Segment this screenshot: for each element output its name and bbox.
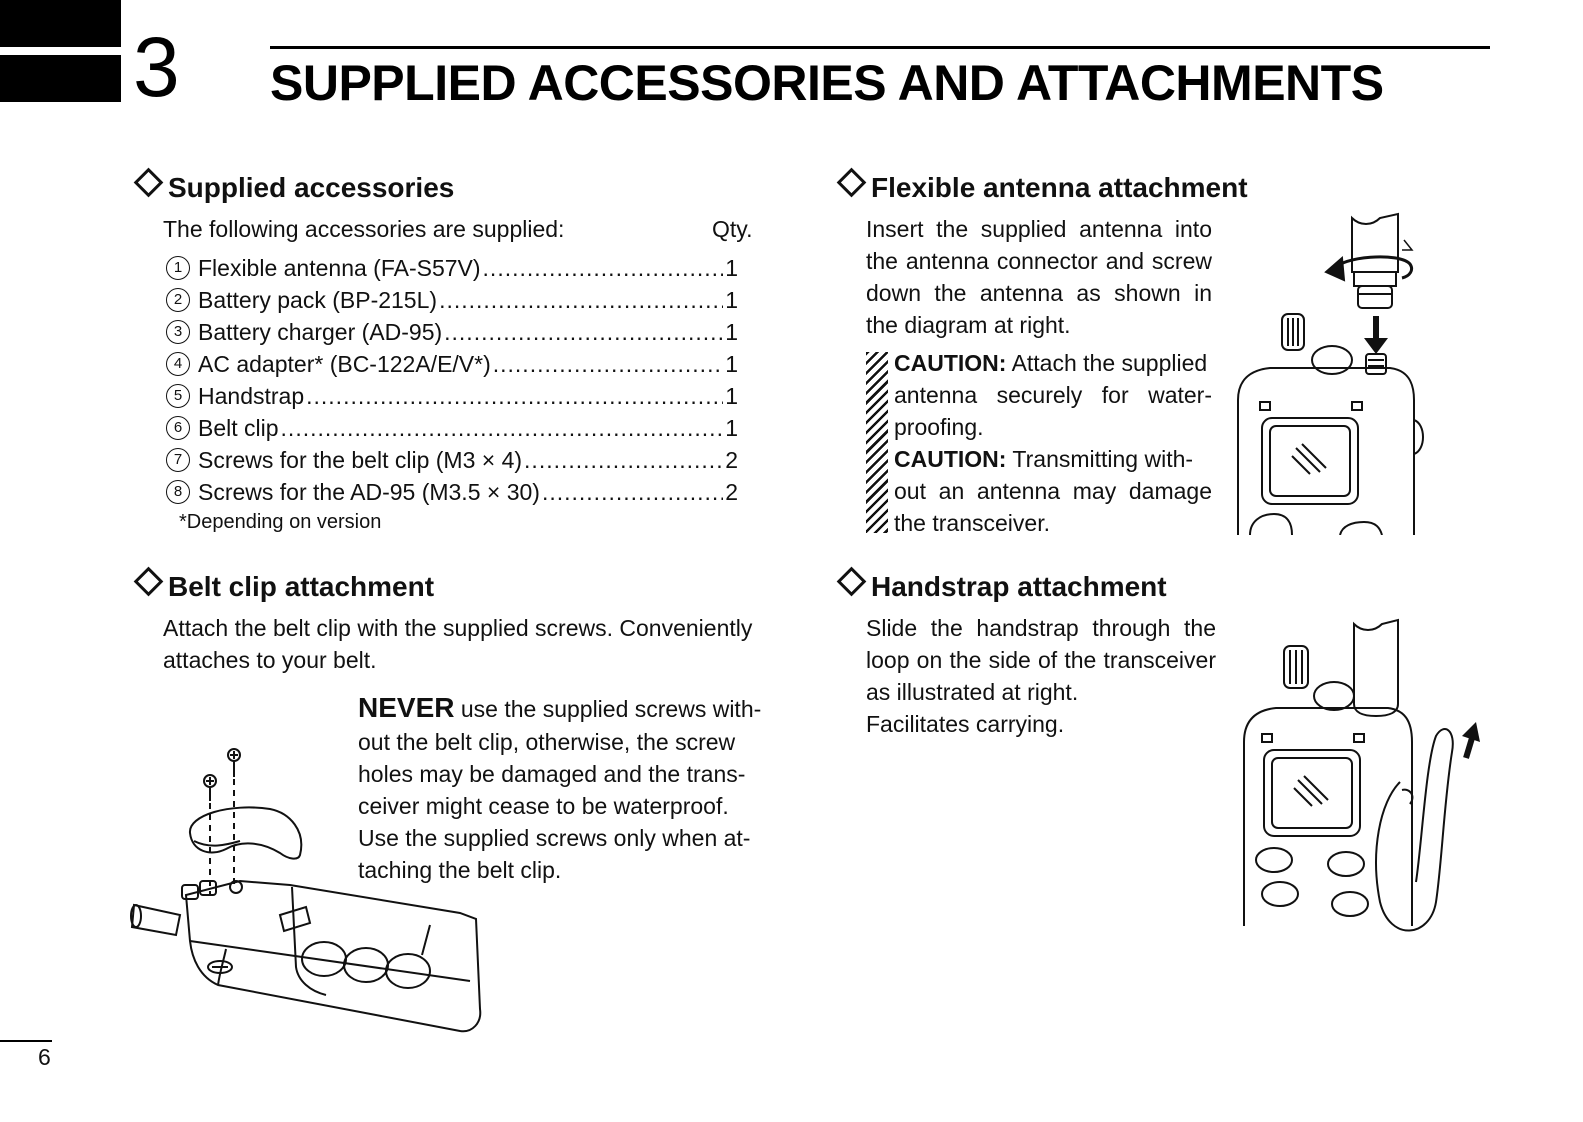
caution-label: CAUTION: — [894, 446, 1007, 472]
item-label: Flexible antenna (FA-S57V) — [198, 254, 481, 281]
leader-dots — [444, 319, 723, 346]
handstrap-heading — [836, 570, 1167, 604]
screw-icon — [228, 749, 240, 777]
warning-line: holes may be damaged and the trans- — [358, 761, 746, 787]
diamond-icon — [837, 567, 867, 597]
warning-text: use the supplied screws with- — [460, 696, 762, 722]
warning-first-line — [358, 692, 768, 726]
caution-text: antenna securely for water-proofing. — [894, 382, 1212, 440]
leader-dots — [439, 287, 723, 314]
leader-dots — [306, 383, 723, 410]
chapter-title: SUPPLIED ACCESSORIES AND ATTACHMENTS — [270, 55, 1384, 111]
item-number: 3 — [166, 320, 190, 344]
warning-line: taching the belt clip. — [358, 857, 562, 883]
list-item — [166, 412, 738, 444]
item-number: 4 — [166, 352, 190, 376]
never-word: NEVER — [358, 692, 455, 723]
heading-text: Belt clip attachment — [168, 571, 435, 602]
belt-clip-text: Attach the belt clip with the supplied screws. Conveniently attaches to your belt. — [163, 615, 753, 673]
page-number: 6 — [38, 1044, 51, 1070]
list-item — [166, 380, 738, 412]
caution-line — [894, 443, 1212, 475]
item-qty: 1 — [725, 350, 738, 377]
caution-text: Attach the supplied — [1011, 350, 1208, 376]
supplied-accessories-heading — [133, 171, 454, 205]
heading-text: Handstrap attachment — [871, 571, 1167, 602]
list-item — [166, 348, 738, 380]
belt-clip-heading — [133, 570, 434, 604]
belt-clip-illustration — [130, 745, 490, 1040]
list-item — [166, 316, 738, 348]
chapter-tab-top — [0, 0, 121, 47]
item-label: Handstrap — [198, 382, 305, 409]
heading-text: Supplied accessories — [168, 172, 455, 203]
item-label: Battery pack (BP-215L) — [198, 286, 438, 313]
list-item — [166, 444, 738, 476]
item-number: 5 — [166, 384, 190, 408]
diamond-icon — [134, 168, 164, 198]
footer-rule — [0, 1040, 52, 1042]
flexible-antenna-heading — [836, 171, 1248, 205]
handstrap-text: Slide the handstrap through the loop on the side of the transceiver as illustrated at right. — [866, 615, 1216, 705]
diamond-icon — [134, 567, 164, 597]
warning-line: out the belt clip, otherwise, the screw — [358, 729, 736, 755]
caution-line — [894, 347, 1212, 379]
item-qty: 1 — [725, 254, 738, 281]
item-qty: 2 — [725, 446, 738, 473]
caution-hatch-bar — [866, 352, 888, 533]
warning-line: Use the supplied screws only when at- — [358, 825, 751, 851]
item-number: 7 — [166, 448, 190, 472]
leader-dots — [542, 479, 723, 506]
item-qty: 1 — [725, 286, 738, 313]
header-rule — [270, 46, 1490, 49]
screw-icon — [204, 775, 216, 801]
chapter-tab-bottom — [0, 55, 121, 102]
accessories-intro: The following accessories are supplied: — [163, 216, 565, 242]
accessories-list — [166, 252, 738, 508]
chapter-number: 3 — [133, 20, 180, 114]
list-item — [166, 476, 738, 508]
heading-text: Flexible antenna attachment — [871, 172, 1248, 203]
leader-dots — [524, 447, 723, 474]
item-qty: 2 — [725, 478, 738, 505]
handstrap-illustration — [1230, 612, 1500, 942]
item-number: 8 — [166, 480, 190, 504]
leader-dots — [483, 255, 724, 282]
list-item — [166, 252, 738, 284]
item-qty: 1 — [725, 414, 738, 441]
item-label: Battery charger (AD-95) — [198, 318, 443, 345]
handstrap-text-block — [866, 612, 1216, 740]
leader-dots — [493, 351, 723, 378]
item-label: Belt clip — [198, 414, 279, 441]
list-item — [166, 284, 738, 316]
diamond-icon — [837, 168, 867, 198]
handstrap-text-2: Facilitates carrying. — [866, 711, 1065, 737]
antenna-illustration — [1230, 210, 1430, 535]
item-number: 6 — [166, 416, 190, 440]
item-number: 2 — [166, 288, 190, 312]
caution-label: CAUTION: — [894, 350, 1007, 376]
item-number: 1 — [166, 256, 190, 280]
item-qty: 1 — [725, 318, 738, 345]
item-label: Screws for the AD-95 (M3.5 × 30) — [198, 478, 540, 505]
caution-text: Transmitting with- — [1012, 446, 1194, 472]
antenna-text: Insert the supplied antenna into the antenna connector and screw down the antenna as shown in the diagram at right. — [866, 216, 1212, 338]
item-label: AC adapter* (BC-122A/E/V*) — [198, 350, 491, 377]
item-label: Screws for the belt clip (M3 × 4) — [198, 446, 523, 473]
caution-text: out an antenna may damage the transceiver. — [894, 478, 1212, 536]
item-qty: 1 — [725, 382, 738, 409]
qty-header: Qty. — [712, 216, 753, 242]
leader-dots — [281, 415, 724, 442]
caution-block — [894, 347, 1212, 539]
version-note: *Depending on version — [179, 511, 382, 533]
warning-line: ceiver might cease to be waterproof. — [358, 793, 729, 819]
